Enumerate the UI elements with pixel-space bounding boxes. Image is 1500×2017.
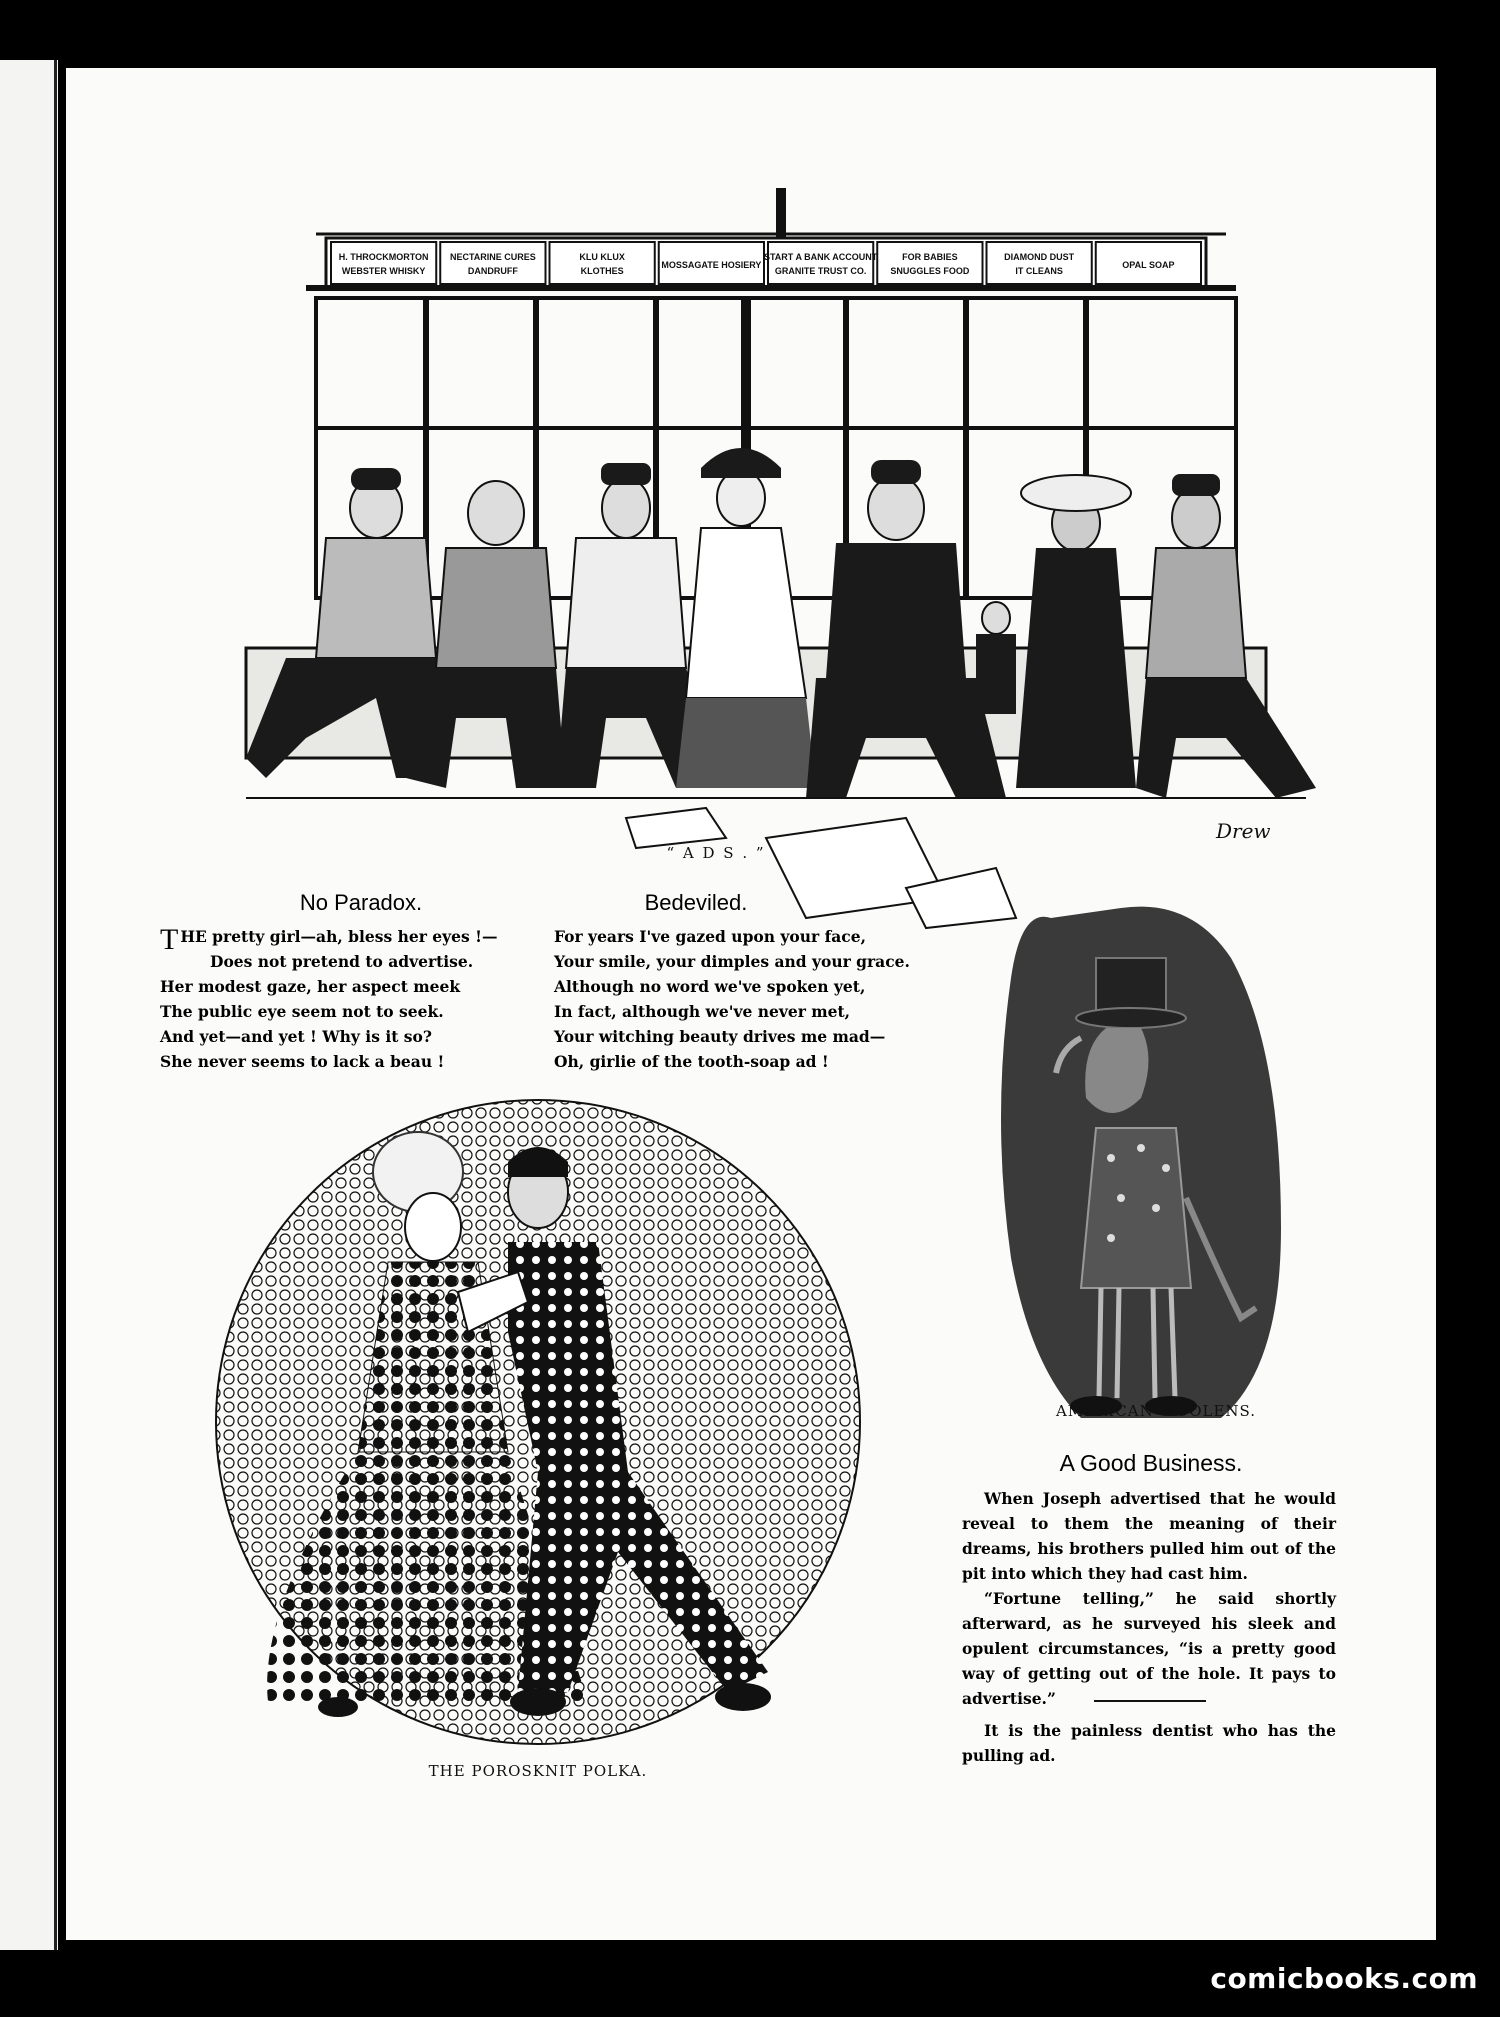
watermark: comicbooks.com: [1210, 1962, 1478, 1995]
poem-left-line: Her modest gaze, her aspect meek: [160, 977, 461, 996]
ad-card: [877, 242, 982, 284]
poem-right-line: For years I've gazed upon your face,: [554, 927, 866, 946]
ad-card-text: NECTARINE CURES: [449, 252, 536, 262]
article-title: A Good Business.: [1059, 1450, 1243, 1476]
article-closing: It is the painless dentist who has the pulling ad.: [962, 1721, 1336, 1765]
magazine-page: [66, 68, 1436, 1940]
ad-card: [987, 242, 1092, 284]
poem-left-title: No Paradox.: [299, 890, 423, 915]
poem-left-line: HE pretty girl—ah, bless her eyes !—: [180, 927, 498, 946]
uncle-sam-goat-illustration: [981, 898, 1321, 1438]
poem-right-line: Although no word we've spoken yet,: [554, 977, 866, 996]
poem-right-line: Your smile, your dimples and your grace.: [554, 952, 910, 971]
streetcar-caption: “ A D S . ”: [666, 844, 766, 862]
ad-card-text: H. THROCKMORTON: [338, 252, 429, 262]
drop-cap: T: [160, 923, 179, 956]
poem-right-line: In fact, although we've never met,: [554, 1002, 851, 1021]
poem-left-line: And yet—and yet ! Why is it so?: [160, 1027, 432, 1046]
article-paragraph: “Fortune telling,” he said shortly afterward, as he surveyed his sleek and opulent circumstances, “is a pretty good way of getting out of the hole. It pays to advertise.”: [962, 1589, 1336, 1708]
svg-text:Drew: Drew: [1216, 819, 1271, 843]
ad-card-text: GRANITE TRUST CO.: [774, 266, 867, 276]
ad-card-text: MOSSAGATE HOSIERY: [661, 260, 762, 270]
poem-right-line: Your witching beauty drives me mad—: [554, 1027, 886, 1046]
ad-card: [331, 242, 436, 284]
ad-card-text: FOR BABIES: [902, 252, 958, 262]
ad-card-text: IT CLEANS: [1015, 266, 1063, 276]
ad-card: [440, 242, 545, 284]
poem-left-line: The public eye seem not to seek.: [160, 1002, 444, 1021]
ad-card-text: DANDRUFF: [467, 266, 518, 276]
article-body: [962, 1486, 1336, 1711]
gutter: [54, 60, 57, 1950]
poem-right-title: Bedeviled.: [644, 890, 748, 915]
streetcar-illustration: [206, 178, 1346, 938]
poem-left-line: Does not pretend to advertise.: [210, 952, 474, 971]
article-divider: [1094, 1700, 1206, 1702]
facing-page-edge: [0, 60, 58, 1950]
poem-left-line: She never seems to lack a beau !: [160, 1052, 445, 1071]
poem-right-body: [554, 924, 924, 1074]
ad-card: [768, 242, 873, 284]
ad-card-text: WEBSTER WHISKY: [341, 266, 426, 276]
ad-card-text: SNUGGLES FOOD: [890, 266, 970, 276]
ad-card-text: KLU KLUX: [579, 252, 625, 262]
poem-right-line: Oh, girlie of the tooth-soap ad !: [554, 1052, 829, 1071]
polka-caption: THE POROSKNIT POLKA.: [428, 1762, 648, 1780]
woolens-caption: AMERICAN WOOLENS.: [1055, 1402, 1257, 1420]
porosknit-polka-illustration: [208, 1092, 868, 1752]
ad-card-text: DIAMOND DUST: [1004, 252, 1075, 262]
poem-left-body: [160, 924, 500, 1074]
ad-card-text: KLOTHES: [580, 266, 624, 276]
ad-card-text: START A BANK ACCOUNT: [763, 252, 878, 262]
ad-card: [550, 242, 655, 284]
article-paragraph: When Joseph advertised that he would reveal to them the meaning of their dreams, his brothers pulled him out of the pit into which they had cast him.: [962, 1489, 1336, 1583]
ad-card-text: OPAL SOAP: [1122, 260, 1175, 270]
